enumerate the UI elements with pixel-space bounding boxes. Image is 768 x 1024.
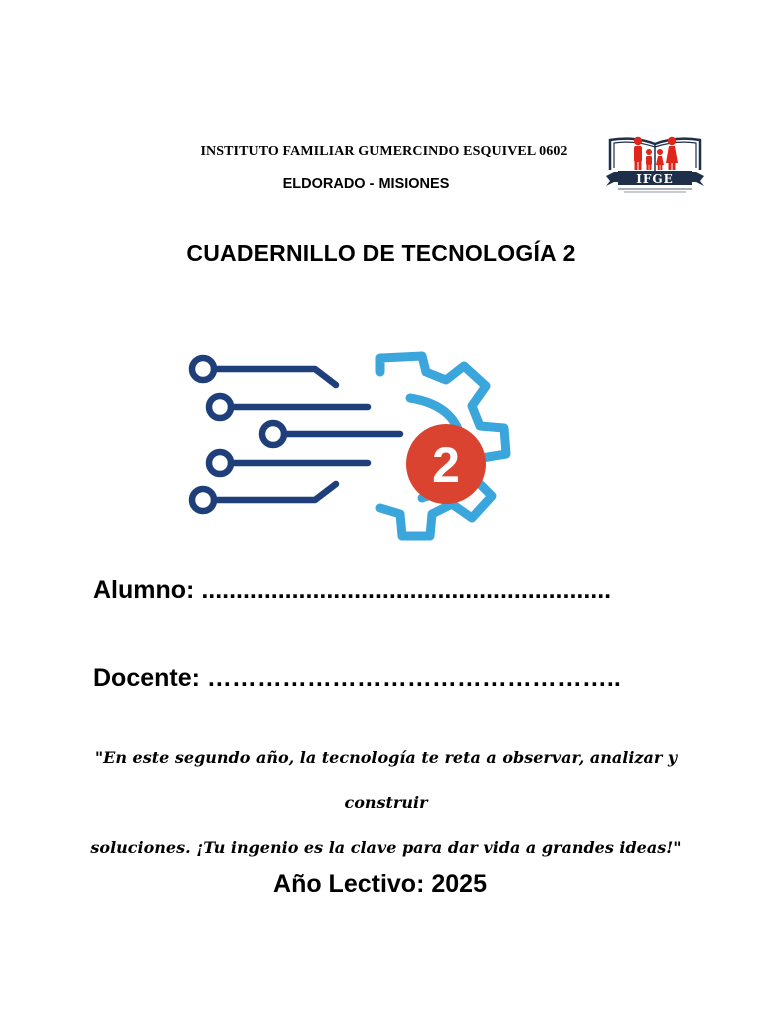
quote-line-2: soluciones. ¡Tu ingenio es la clave para dar vida a grandes ideas!" bbox=[90, 838, 682, 857]
page-title: CUADERNILLO DE TECNOLOGÍA 2 bbox=[186, 240, 576, 266]
teacher-name-field[interactable]: Docente: ………………………………………….. bbox=[93, 664, 621, 692]
motivational-quote bbox=[60, 735, 712, 870]
school-year: Año Lectivo: 2025 bbox=[273, 870, 487, 898]
technology-gear-illustration bbox=[160, 336, 620, 556]
institute-name: INSTITUTO FAMILIAR GUMERCINDO ESQUIVEL 0602 bbox=[200, 144, 568, 159]
quote-line-1: "En este segundo año, la tecnología te reta a observar, analizar y construir bbox=[94, 748, 678, 812]
logo-text: IFGE bbox=[636, 172, 674, 186]
hero-badge-number: 2 bbox=[432, 437, 460, 493]
student-name-field[interactable]: Alumno: ........................................................... bbox=[93, 576, 612, 604]
city-location: ELDORADO - MISIONES bbox=[282, 176, 450, 192]
ifge-logo bbox=[604, 132, 706, 198]
